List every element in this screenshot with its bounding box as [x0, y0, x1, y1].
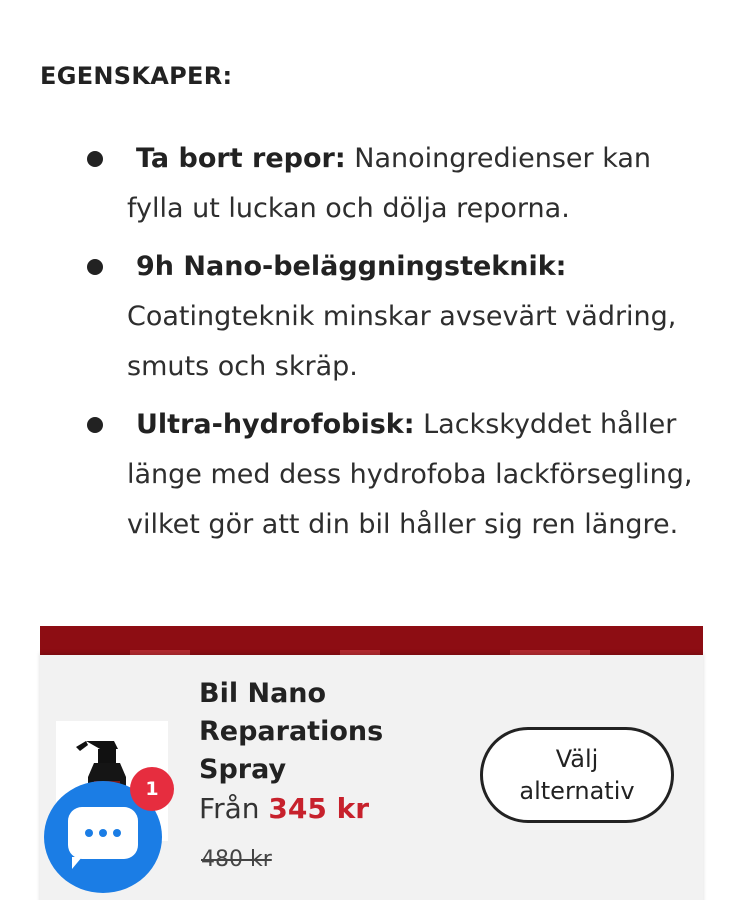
feature-title: Ta bort repor: [136, 143, 346, 174]
dot-icon [113, 829, 121, 837]
feature-item [0, 134, 743, 234]
bubble-tail [72, 857, 82, 869]
current-price: 345 kr [268, 792, 370, 825]
feature-item [0, 400, 743, 550]
bullet-icon [87, 259, 103, 275]
choose-options-button[interactable]: Välj alternativ [480, 727, 674, 823]
old-price: 480 kr [201, 847, 272, 872]
notification-badge: 1 [130, 767, 174, 811]
feature-title: Ultra-hydrofobisk: [136, 409, 415, 440]
chat-bubble-icon [68, 807, 138, 859]
bullet-icon [87, 417, 103, 433]
dot-icon [85, 829, 93, 837]
feature-text: Lackskyddet håller [414, 409, 677, 440]
feature-text: länge med dess hydrofoba lackförsegling, vilket gör att din bil håller sig ren längre. [127, 459, 693, 540]
feature-text: Coatingteknik minskar avsevärt vädring, smuts och skräp. [127, 301, 677, 382]
feature-text: Nanoingredienser kan [345, 143, 652, 174]
product-image-strip [40, 626, 703, 656]
price-prefix: Från [199, 792, 260, 825]
price-line [199, 792, 369, 825]
section-heading: EGENSKAPER: [40, 62, 233, 90]
feature-item [0, 242, 743, 392]
bullet-icon [87, 151, 103, 167]
feature-text: fylla ut luckan och dölja reporna. [127, 193, 570, 224]
product-name[interactable]: Bil Nano Reparations Spray [199, 678, 384, 785]
dot-icon [99, 829, 107, 837]
feature-title: 9h Nano-beläggningsteknik: [136, 251, 567, 282]
feature-list [0, 134, 743, 558]
